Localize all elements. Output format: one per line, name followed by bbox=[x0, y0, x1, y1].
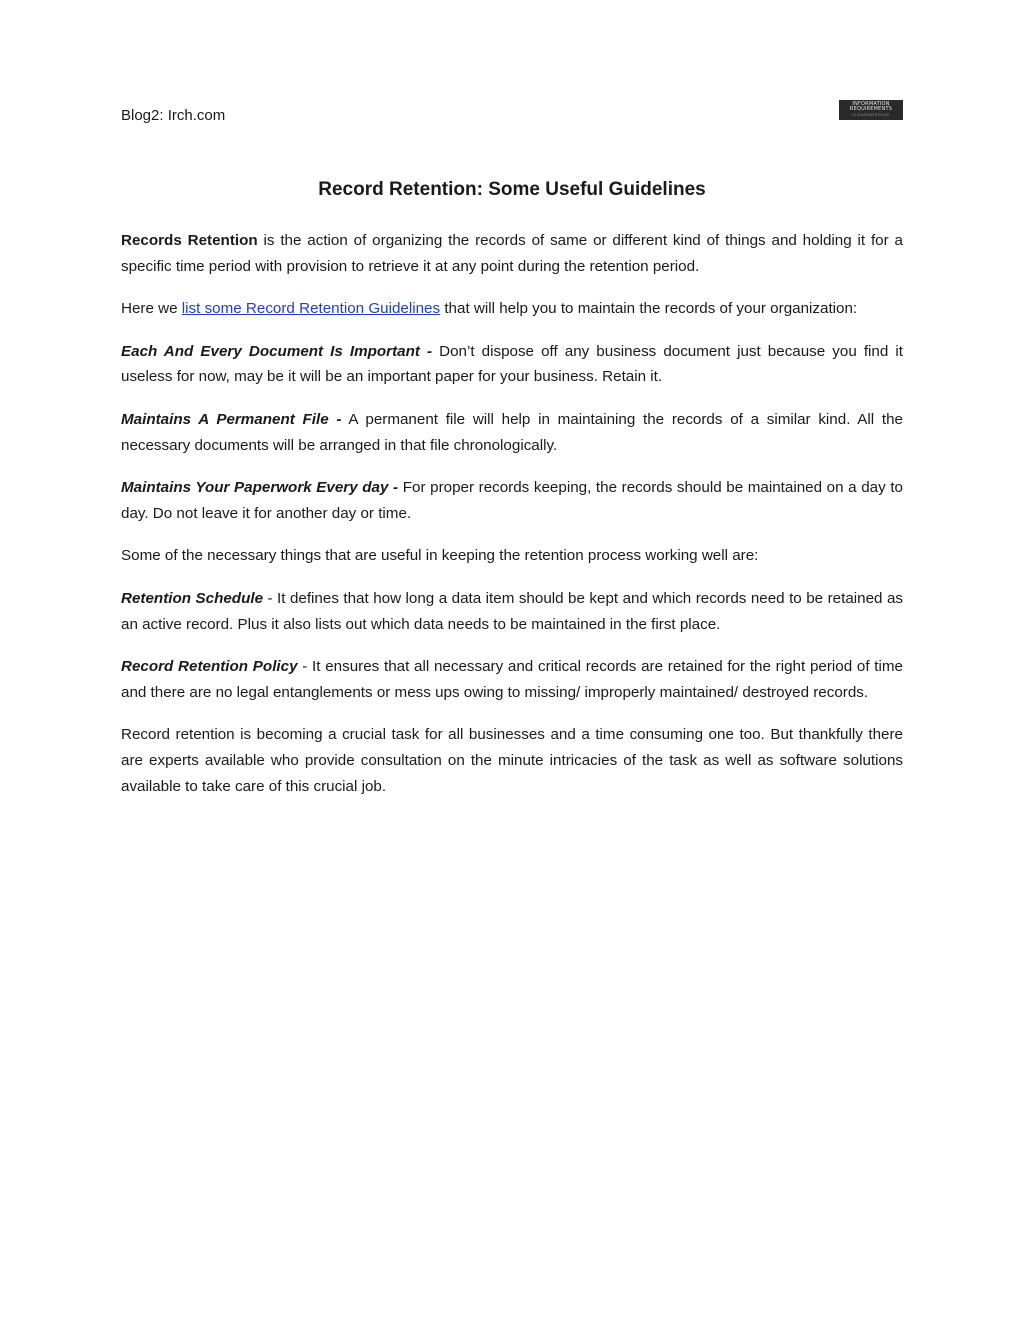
paragraph-retention-policy bbox=[121, 654, 903, 705]
document-title: Record Retention: Some Useful Guidelines bbox=[318, 179, 706, 200]
here-before: Here we bbox=[121, 300, 182, 318]
paragraph-guideline-1 bbox=[121, 339, 903, 390]
here-after: that will help you to maintain the records of your organization: bbox=[440, 300, 858, 318]
guideline-1-text: Don’t dispose off any business document just because you find it useless for now, may be it will be an important paper for your business. Retain it. bbox=[121, 342, 903, 386]
guideline-1-label: Each And Every Document Is Important - bbox=[121, 342, 433, 360]
guideline-3-text: For proper records keeping, the records should be maintained on a day to day. Do not leave it for another day or time. bbox=[121, 479, 903, 522]
intro-lead: Records Retention bbox=[121, 232, 258, 249]
retention-policy-text: - It ensures that all necessary and critical records are retained for the right period of time and there are no legal entanglements or mess ups owing to missing/ improperly maintained/ destroyed records. bbox=[121, 658, 903, 701]
logo-line-2: REQUIREMENTS bbox=[849, 106, 893, 113]
retention-policy-label: Record Retention Policy bbox=[121, 658, 298, 676]
paragraph-conclusion: Record retention is becoming a crucial task for all businesses and a time consuming one too. But thankfully there are experts available who provide consultation on the minute intricacies of the task as well as software solutions available to take care of this crucial job. bbox=[121, 726, 903, 795]
guideline-3-label: Maintains Your Paperwork Every day - bbox=[121, 479, 399, 497]
guideline-2-text: A permanent file will help in maintaining the records of a similar kind. All the necessary documents will be arranged in that file chronologically. bbox=[121, 410, 903, 454]
blog-label: Blog2: Irch.com bbox=[121, 107, 226, 124]
paragraph-guideline-3 bbox=[121, 475, 903, 526]
document-body bbox=[121, 228, 903, 816]
paragraph-retention-schedule bbox=[121, 586, 903, 637]
logo-line-1: INFORMATION bbox=[852, 101, 890, 107]
paragraph-guideline-2 bbox=[121, 407, 903, 458]
guidelines-link[interactable]: list some Record Retention Guidelines bbox=[181, 300, 441, 318]
guideline-2-label: Maintains A Permanent File - bbox=[121, 410, 342, 428]
paragraph-some: Some of the necessary things that are useful in keeping the retention process working well are: bbox=[121, 547, 759, 565]
retention-schedule-label: Retention Schedule bbox=[121, 589, 264, 607]
paragraph-here bbox=[121, 296, 903, 322]
intro-text: is the action of organizing the records of same or different kind of things and holding it for a specific time period with provision to retrieve it at any point during the retention period. bbox=[121, 232, 903, 275]
logo-line-3: CLEARINGHOUSE bbox=[852, 112, 890, 117]
paragraph-intro bbox=[121, 228, 903, 279]
company-logo bbox=[839, 100, 903, 120]
retention-schedule-text: - It defines that how long a data item should be kept and which records need to be retained as an active record. Plus it also lists out which data needs to be maintained in the first place. bbox=[121, 589, 903, 633]
